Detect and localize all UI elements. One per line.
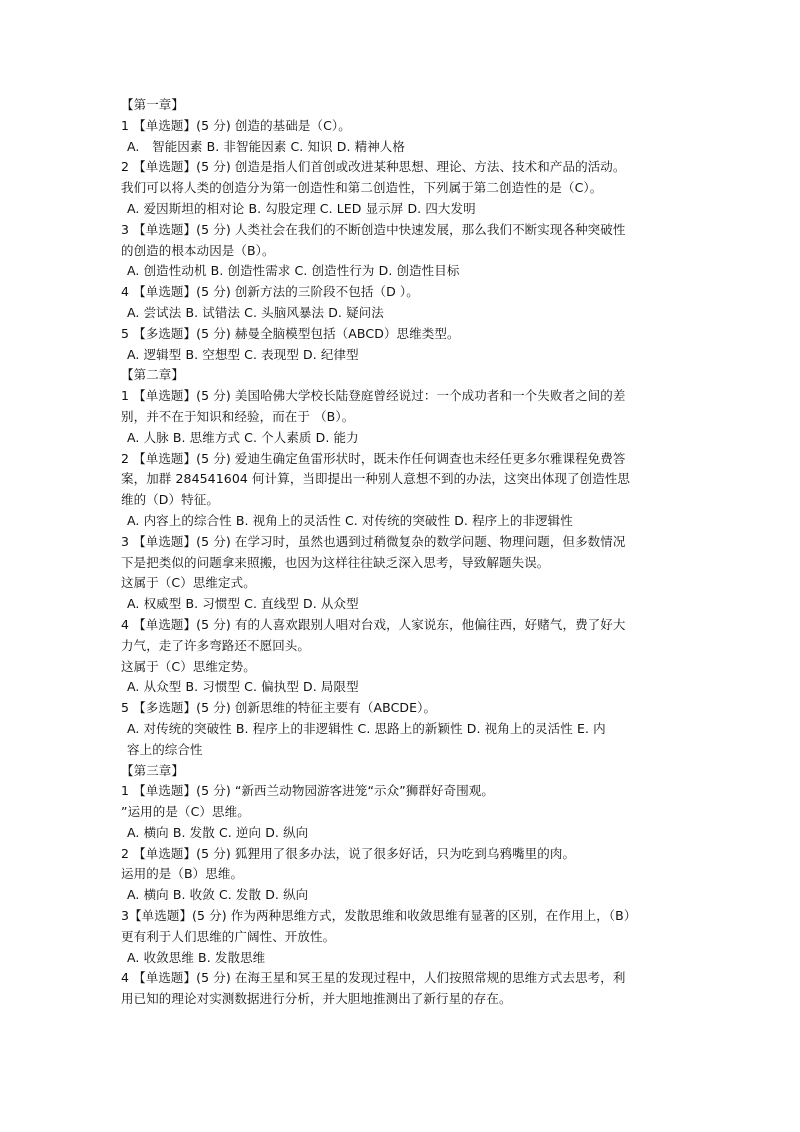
question-text-line: 这属于（C）思维定式。: [121, 575, 256, 591]
question-text-line: 案，加群 284541604 何计算，当即提出一种别人意想不到的办法，这突出体现了创造性思: [121, 471, 631, 487]
question-text-line: 4 【单选题】(5 分) 创新方法的三阶段不包括（D ）。: [121, 284, 419, 300]
answer-options-line: A. 横向 B. 收敛 C. 发散 D. 纵向: [127, 887, 309, 903]
question-text-line: 2 【单选题】(5 分) 爱迪生确定鱼雷形状时，既未作任何调查也未经任更多尔雅课程免费答: [121, 450, 626, 466]
answer-options-line: A. 创造性动机 B. 创造性需求 C. 创造性行为 D. 创造性目标: [127, 263, 460, 279]
answer-options-line: A. 爱因斯坦的相对论 B. 勾股定理 C. LED 显示屏 D. 四大发明: [127, 200, 476, 216]
question-text-line: 这属于（C）思维定势。: [121, 658, 256, 674]
question-text-line: 4 【单选题】(5 分) 有的人喜欢跟别人唱对台戏，人家说东，他偏往西，好赌气，费了好大: [121, 616, 626, 632]
question-text-line: 别，并不在于知识和经验，而在于 （B）。: [121, 408, 355, 424]
question-text-line: 5 【多选题】(5 分) 创新思维的特征主要有（ABCDE）。: [121, 700, 437, 716]
answer-options-line: A. 内容上的综合性 B. 视角上的灵活性 C. 对传统的突破性 D. 程序上的非逻辑性: [127, 512, 573, 528]
question-text-line: 更有利于人们思维的广阔性、开放性。: [121, 928, 336, 944]
answer-options-line: A. 尝试法 B. 试错法 C. 头脑风暴法 D. 疑问法: [127, 304, 384, 320]
question-text-line: 运用的是（B）思维。: [121, 866, 244, 882]
question-text-line: 5 【多选题】(5 分) 赫曼全脑模型包括（ABCD）思维类型。: [121, 325, 460, 341]
answer-options-line: A. 权威型 B. 习惯型 C. 直线型 D. 从众型: [127, 596, 359, 612]
answer-options-line: A. 智能因素 B. 非智能因素 C. 知识 D. 精神人格: [127, 138, 405, 154]
answer-options-line: A. 人脉 B. 思维方式 C. 个人素质 D. 能力: [127, 429, 359, 445]
chapter-heading: 【第二章】: [121, 367, 185, 383]
question-text-line: 3 【单选题】(5 分) 人类社会在我们的不断创造中快速发展，那么我们不断实现各种突破性: [121, 221, 626, 237]
chapter-heading: 【第一章】: [121, 97, 185, 112]
chapter-heading: 【第三章】: [121, 762, 185, 778]
question-text-line: ”运用的是（C）思维。: [121, 804, 250, 820]
question-text-line: 1 【单选题】(5 分) 美国哈佛大学校长陆登庭曾经说过：一个成功者和一个失败者之间的差: [121, 388, 626, 404]
question-text-line: 我们可以将人类的创造分为第一创造性和第二创造性，下列属于第二创造性的是（C）。: [121, 180, 603, 196]
question-text-line: 2 【单选题】(5 分) 狐狸用了很多办法，说了很多好话，只为吃到乌鸦嘴里的肉。: [121, 845, 576, 861]
answer-options-line: A. 从众型 B. 习惯型 C. 偏执型 D. 局限型: [127, 679, 359, 695]
question-text-line: 3【单选题】(5 分) 作为两种思维方式，发散思维和收敛思维有显著的区别，在作用上，（B）: [121, 908, 637, 924]
answer-options-line: 容上的综合性: [127, 741, 203, 757]
question-text-line: 1 【单选题】(5 分) “新西兰动物园游客进笼“示众”狮群好奇围观。: [121, 783, 495, 799]
document-body: [121, 95, 687, 1010]
question-text-line: 力气，走了许多弯路还不愿回头。: [121, 637, 311, 653]
answer-options-line: A. 对传统的突破性 B. 程序上的非逻辑性 C. 思路上的新颖性 D. 视角上的灵活性 E. 内: [127, 720, 606, 736]
question-text-line: 的创造的根本动因是（B）。: [121, 242, 275, 258]
question-text-line: 2 【单选题】(5 分) 创造是指人们首创或改进某种思想、理论、方法、技术和产品的活动。: [121, 159, 626, 175]
question-text-line: 4 【单选题】(5 分) 在海王星和冥王星的发现过程中，人们按照常规的思维方式去思考，利: [121, 970, 626, 986]
question-text-line: 用已知的理论对实测数据进行分析，并大胆地推测出了新行星的存在。: [121, 991, 512, 1007]
question-text-line: 下是把类似的问题拿来照搬，也因为这样往往缺乏深入思考，导致解题失误。: [121, 554, 550, 570]
answer-options-line: A. 横向 B. 发散 C. 逆向 D. 纵向: [127, 824, 309, 840]
question-text-line: 维的（D）特征。: [121, 492, 219, 508]
answer-options-line: A. 逻辑型 B. 空想型 C. 表现型 D. 纪律型: [127, 346, 359, 362]
answer-options-line: A. 收敛思维 B. 发散思维: [127, 949, 266, 965]
question-text-line: 3 【单选题】(5 分) 在学习时，虽然也遇到过稍微复杂的数学问题、物理问题，但多数情况: [121, 533, 626, 549]
question-text-line: 1 【单选题】(5 分) 创造的基础是（C）。: [121, 117, 351, 133]
